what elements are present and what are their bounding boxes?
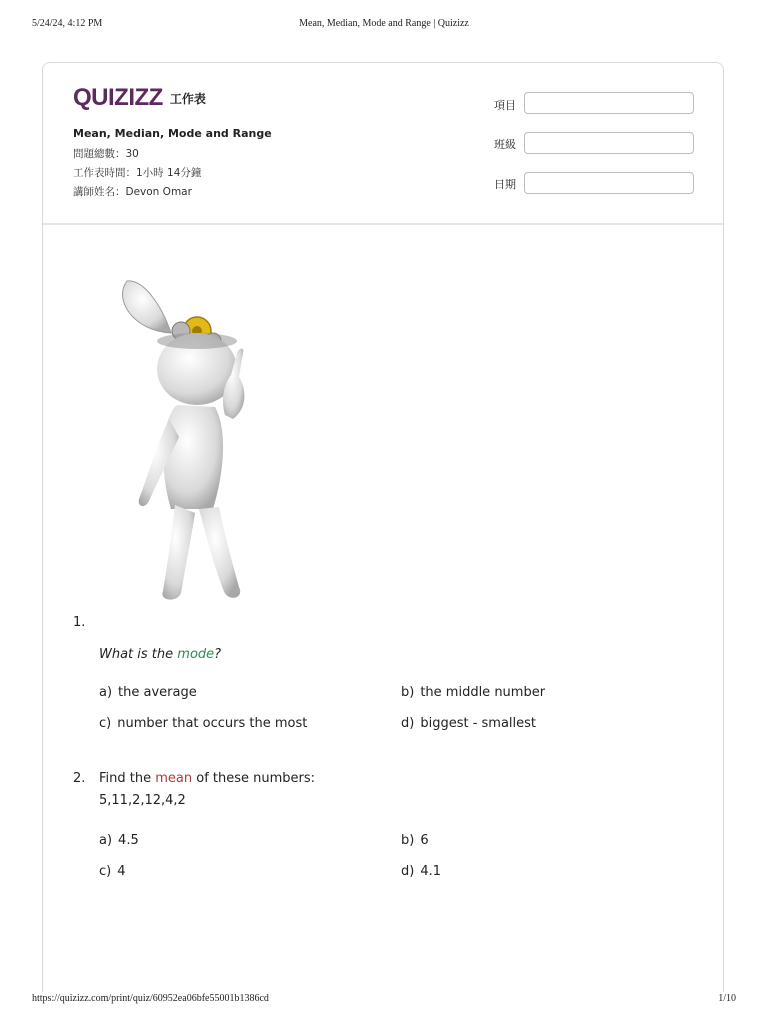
worksheet-header [43,63,723,225]
question-2-text-after: of these numbers: [192,771,316,786]
question-1-keyword: mode [177,647,215,662]
option-text: 6 [420,833,429,848]
question-2-keyword: mean [155,771,193,786]
option-letter: d) [401,864,415,879]
question-1-text-after: ? [214,647,222,662]
question-1-number: 1. [73,615,86,630]
date-field[interactable] [524,172,694,194]
question-1-text-before: What is the [99,647,178,662]
option-text: biggest - smallest [420,716,537,731]
option-letter: a) [99,833,113,848]
question-2-option-d[interactable] [401,864,441,879]
option-text: the average [118,685,197,700]
question-1-option-b[interactable] [401,685,545,700]
thinking-figure-image [115,269,255,609]
logo-wordmark: QUIZIZZ [73,84,163,111]
option-text: 4 [117,864,126,879]
option-letter: b) [401,833,415,848]
print-datetime: 5/24/24, 4:12 PM [32,18,103,29]
print-url: https://quizizz.com/print/quiz/60952ea06bfe55001b1386cd [32,993,269,1004]
print-page-number: 1/10 [718,993,736,1004]
question-2-option-c[interactable] [99,864,126,879]
item-label: 項目 [494,99,516,112]
logo-subtitle: 工作表 [169,91,206,106]
item-field[interactable] [524,92,694,114]
question-1-option-c[interactable] [99,716,307,731]
option-text: number that occurs the most [117,716,308,731]
print-header [0,14,768,34]
option-letter: b) [401,685,415,700]
date-label: 日期 [494,178,516,191]
instructor-name: 講師姓名：Devon Omar [73,186,192,198]
option-letter: a) [99,685,113,700]
class-label: 班級 [494,138,516,151]
quizizz-logo [73,84,206,112]
print-footer [0,990,768,1010]
question-1-option-a[interactable] [99,685,197,700]
question-1-option-d[interactable] [401,716,536,731]
question-count: 問題總數：30 [73,148,139,160]
worksheet-page [42,62,724,992]
option-letter: c) [99,716,112,731]
option-text: 4.1 [420,864,442,879]
option-text: 4.5 [118,833,139,848]
question-2-text [99,771,315,786]
question-2-option-a[interactable] [99,833,139,848]
option-text: the middle number [420,685,546,700]
class-field[interactable] [524,132,694,154]
question-2-numbers: 5,11,2,12,4,2 [99,793,186,808]
option-letter: d) [401,716,415,731]
worksheet-time: 工作表時間：1小時 14分鐘 [73,167,202,179]
question-2-option-b[interactable] [401,833,429,848]
question-1-text [99,647,221,662]
question-2-text-before: Find the [99,771,156,786]
print-page-title: Mean, Median, Mode and Range | Quizizz [299,18,469,29]
question-2-number: 2. [73,771,86,786]
worksheet-title: Mean, Median, Mode and Range [73,127,272,140]
option-letter: c) [99,864,112,879]
